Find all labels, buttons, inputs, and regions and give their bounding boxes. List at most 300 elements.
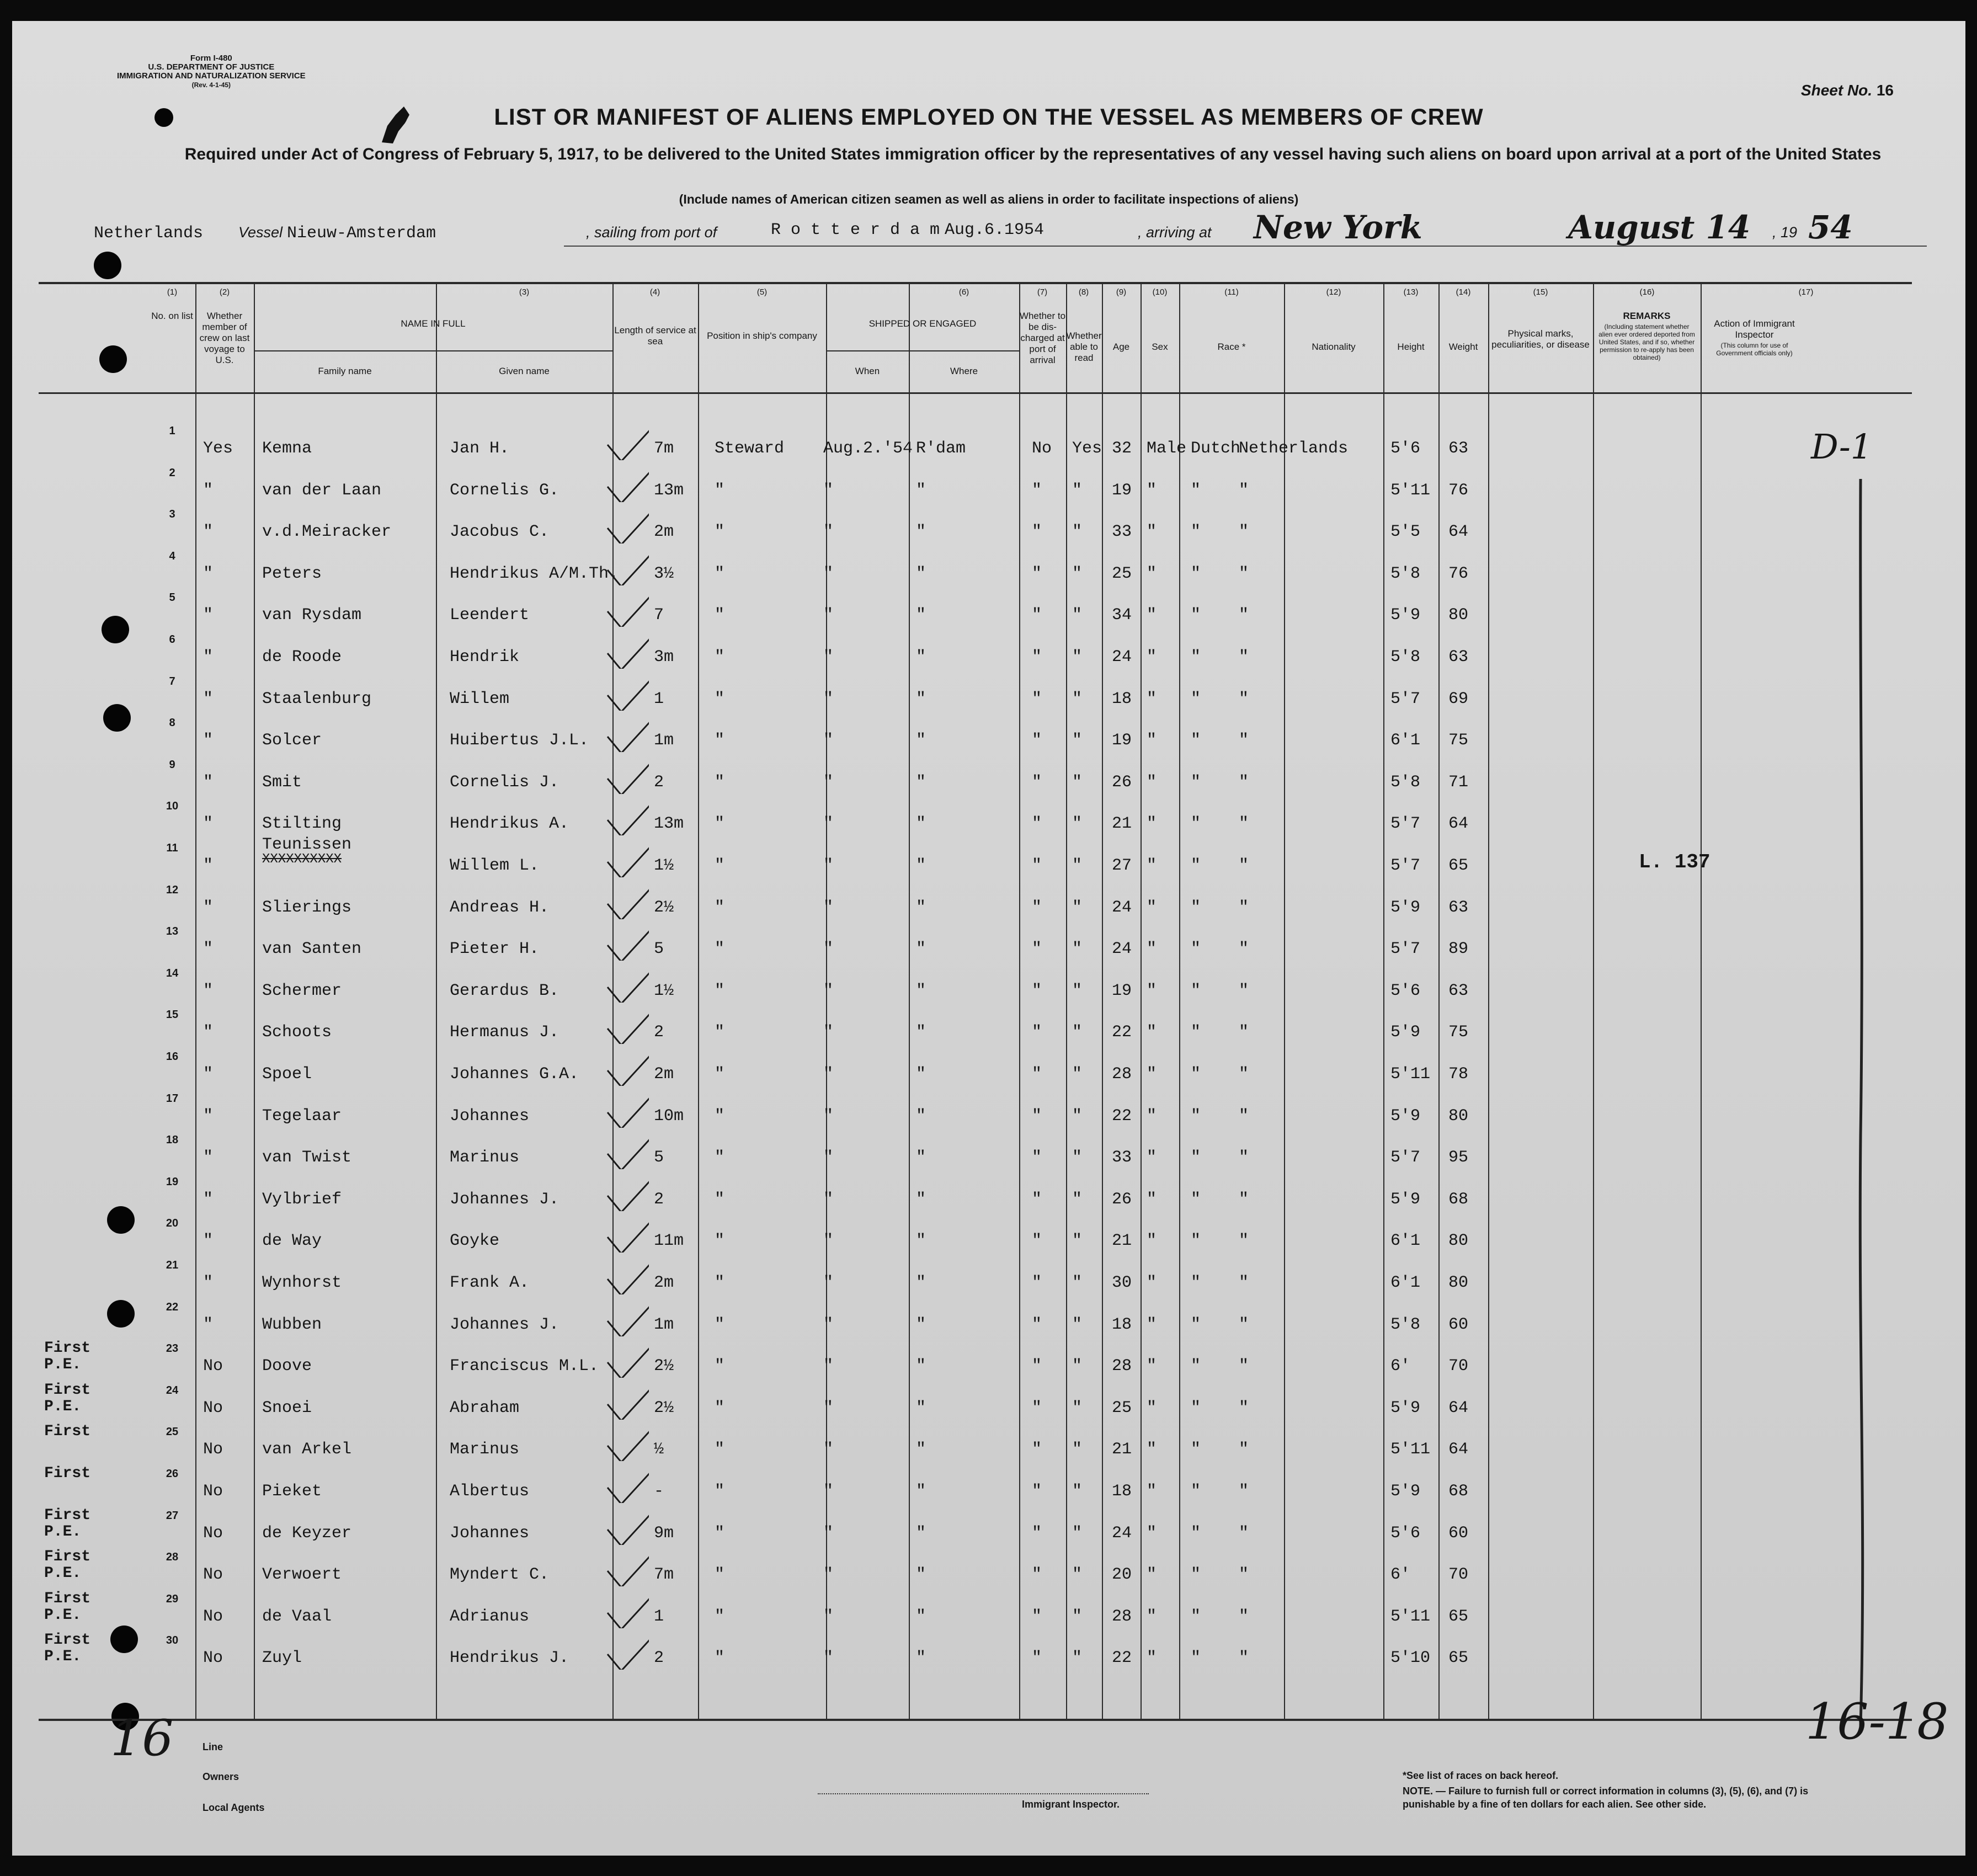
crew-prev-cell: " xyxy=(203,1232,214,1251)
crew-prev-cell: " xyxy=(203,606,214,625)
length-cell: 5 xyxy=(654,940,664,959)
when-cell: " xyxy=(823,1315,834,1334)
sex-cell: " xyxy=(1147,1607,1157,1626)
header-race: Race * xyxy=(1217,342,1246,352)
footer-agents-label: Local Agents xyxy=(203,1802,265,1813)
where-cell: " xyxy=(916,1315,926,1334)
row-number: 5 xyxy=(169,591,175,604)
height-cell: 6' xyxy=(1390,1565,1411,1585)
where-cell: " xyxy=(916,1649,926,1668)
check-mark-icon xyxy=(605,1053,649,1086)
row-number: 20 xyxy=(166,1217,179,1230)
nationality-cell: " xyxy=(1239,523,1249,542)
footer-races-note: *See list of races on back hereof. xyxy=(1403,1770,1559,1781)
race-cell: " xyxy=(1191,648,1201,667)
row-number: 4 xyxy=(169,550,175,562)
read-cell: " xyxy=(1072,856,1083,875)
column-rule xyxy=(698,282,699,1720)
length-cell: 2 xyxy=(654,1190,664,1209)
read-cell: " xyxy=(1072,1565,1083,1585)
weight-cell: 76 xyxy=(1448,564,1469,583)
read-cell: " xyxy=(1072,1440,1083,1459)
position-cell: " xyxy=(715,1065,725,1084)
crew-prev-cell: " xyxy=(203,1065,214,1084)
shipped-subhead-rule xyxy=(826,350,1019,351)
race-cell: " xyxy=(1191,731,1201,750)
column-rule xyxy=(1066,282,1067,1720)
height-cell: 5'6 xyxy=(1390,1523,1421,1543)
check-mark-icon xyxy=(605,1428,649,1461)
position-cell: " xyxy=(715,1649,725,1668)
family-name-cell: de Vaal xyxy=(262,1607,332,1626)
when-cell: " xyxy=(823,814,834,834)
header-action-note: (This column for use of Government officials only) xyxy=(1716,342,1793,357)
nationality-cell: " xyxy=(1239,564,1249,583)
header-family: Family name xyxy=(318,366,372,376)
when-cell: " xyxy=(823,564,834,583)
length-cell: 13m xyxy=(654,814,684,834)
column-rule xyxy=(1438,282,1440,1720)
given-name-cell: Albertus xyxy=(450,1482,530,1501)
year-prefix: , 19 xyxy=(1772,224,1798,241)
where-cell: " xyxy=(916,940,926,959)
weight-cell: 75 xyxy=(1448,731,1469,750)
column-rule xyxy=(436,282,437,1720)
discharged-cell: " xyxy=(1032,1190,1042,1209)
discharged-cell: " xyxy=(1032,1315,1042,1334)
height-cell: 6'1 xyxy=(1390,731,1421,750)
column-rule xyxy=(254,282,255,1720)
sex-cell: " xyxy=(1147,814,1157,834)
row-number: 11 xyxy=(166,842,178,854)
column-number: (13) xyxy=(1403,287,1419,297)
height-cell: 5'9 xyxy=(1390,898,1421,917)
punch-hole xyxy=(94,252,121,279)
discharged-cell: " xyxy=(1032,564,1042,583)
manifest-page xyxy=(12,21,1965,1856)
read-cell: " xyxy=(1072,481,1083,500)
revision: (Rev. 4-1-45) xyxy=(191,81,231,89)
margin-note: First xyxy=(44,1423,91,1441)
where-cell: " xyxy=(916,898,926,917)
when-cell: " xyxy=(823,1232,834,1251)
row-number: 19 xyxy=(166,1175,179,1188)
given-name-cell: Willem xyxy=(450,689,510,708)
nationality-cell: " xyxy=(1239,689,1249,708)
discharged-cell: " xyxy=(1032,1523,1042,1543)
family-name-cell: Stilting xyxy=(262,814,342,834)
row-number: 29 xyxy=(166,1592,179,1605)
age-cell: 21 xyxy=(1112,1440,1132,1459)
column-rule xyxy=(1593,282,1594,1720)
length-cell: 11m xyxy=(654,1232,684,1251)
check-mark-icon xyxy=(605,1178,649,1211)
sex-cell: " xyxy=(1147,981,1157,1000)
row-number: 24 xyxy=(166,1384,179,1397)
age-cell: 24 xyxy=(1112,1523,1132,1543)
height-cell: 5'5 xyxy=(1390,523,1421,542)
discharged-cell: " xyxy=(1032,689,1042,708)
given-name-cell: Jan H. xyxy=(450,439,510,458)
sex-cell: " xyxy=(1147,1482,1157,1501)
given-name-cell: Hendrikus A. xyxy=(450,814,569,834)
race-cell: " xyxy=(1191,1190,1201,1209)
nationality-cell: " xyxy=(1239,731,1249,750)
crew-table xyxy=(44,282,1912,1723)
row-number: 27 xyxy=(166,1509,179,1522)
sex-cell: " xyxy=(1147,481,1157,500)
sex-cell: " xyxy=(1147,564,1157,583)
weight-cell: 64 xyxy=(1448,1440,1469,1459)
family-name-cell: Wubben xyxy=(262,1315,322,1334)
height-cell: 5'11 xyxy=(1390,481,1431,500)
when-cell: " xyxy=(823,898,834,917)
column-number: (17) xyxy=(1798,287,1814,297)
age-cell: 26 xyxy=(1112,1190,1132,1209)
when-cell: " xyxy=(823,940,834,959)
given-name-cell: Gerardus B. xyxy=(450,981,559,1000)
position-cell: " xyxy=(715,1315,725,1334)
race-cell: " xyxy=(1191,1523,1201,1543)
read-cell: " xyxy=(1072,523,1083,542)
where-cell: " xyxy=(916,1106,926,1126)
discharged-cell: " xyxy=(1032,1273,1042,1292)
when-cell: " xyxy=(823,856,834,875)
punch-hole xyxy=(103,704,131,732)
length-cell: 1m xyxy=(654,1315,674,1334)
check-mark-icon xyxy=(605,594,649,627)
age-cell: 24 xyxy=(1112,648,1132,667)
crew-prev-cell: " xyxy=(203,523,214,542)
where-cell: " xyxy=(916,1190,926,1209)
family-name-cell: Smit xyxy=(262,772,302,792)
nationality-cell: " xyxy=(1239,1523,1249,1543)
check-mark-icon xyxy=(605,1261,649,1294)
check-mark-icon xyxy=(605,1512,649,1545)
weight-cell: 60 xyxy=(1448,1523,1469,1543)
crew-prev-cell: " xyxy=(203,856,214,875)
column-number: (14) xyxy=(1456,287,1471,297)
when-cell: " xyxy=(823,1357,834,1376)
check-mark-icon xyxy=(605,678,649,711)
sex-cell: " xyxy=(1147,1398,1157,1417)
column-number: (9) xyxy=(1116,287,1127,297)
footer-inspector-label: Immigrant Inspector. xyxy=(1022,1799,1120,1810)
column-number: (8) xyxy=(1078,287,1089,297)
read-cell: Yes xyxy=(1072,439,1102,458)
header-crew-prev: Whether member of crew on last voyage to U.S. xyxy=(199,311,250,365)
weight-cell: 71 xyxy=(1448,772,1469,792)
row-number: 1 xyxy=(169,425,175,437)
height-cell: 5'8 xyxy=(1390,648,1421,667)
age-cell: 27 xyxy=(1112,856,1132,875)
given-name-cell: Pieter H. xyxy=(450,940,540,959)
where-cell: " xyxy=(916,648,926,667)
row-number: 7 xyxy=(169,675,175,687)
read-cell: " xyxy=(1072,1357,1083,1376)
row-number: 23 xyxy=(166,1342,179,1355)
race-cell: " xyxy=(1191,1232,1201,1251)
header-where: Where xyxy=(950,366,978,376)
height-cell: 5'7 xyxy=(1390,1148,1421,1168)
column-number: (11) xyxy=(1224,287,1239,297)
where-cell: " xyxy=(916,564,926,583)
weight-cell: 89 xyxy=(1448,940,1469,959)
punch-hole xyxy=(107,1206,135,1234)
header-height: Height xyxy=(1397,342,1425,352)
margin-note: First P.E. xyxy=(44,1340,91,1374)
page-subnote: (Include names of American citizen seamen as well as aliens in order to facilitate inspections of aliens) xyxy=(679,192,1299,206)
row-number: 3 xyxy=(169,508,175,521)
height-cell: 5'7 xyxy=(1390,814,1421,834)
weight-cell: 64 xyxy=(1448,1398,1469,1417)
crew-prev-cell: Yes xyxy=(203,439,233,458)
position-cell: " xyxy=(715,772,725,792)
row-number: 6 xyxy=(169,633,175,646)
discharged-cell: " xyxy=(1032,1607,1042,1626)
nationality-cell: " xyxy=(1239,856,1249,875)
position-cell: " xyxy=(715,981,725,1000)
column-rule xyxy=(1701,282,1702,1720)
given-name-cell: Adrianus xyxy=(450,1607,530,1626)
length-cell: 2 xyxy=(654,772,664,792)
nationality-cell: " xyxy=(1239,1440,1249,1459)
check-mark-icon xyxy=(605,1219,649,1253)
check-mark-icon xyxy=(605,469,649,502)
given-name-cell: Myndert C. xyxy=(450,1565,550,1585)
header-remarks-note: (Including statement whether alien ever ordered deported from United States, and if so, whether permission to re-apply has been obtained) xyxy=(1598,323,1695,361)
position-cell: " xyxy=(715,689,725,708)
family-name-cell: Slierings xyxy=(262,898,352,917)
when-cell: " xyxy=(823,1023,834,1042)
where-cell: R'dam xyxy=(916,439,966,458)
length-cell: 2½ xyxy=(654,1398,674,1417)
when-cell: " xyxy=(823,481,834,500)
family-name-cell: van Twist xyxy=(262,1148,352,1168)
weight-cell: 75 xyxy=(1448,1023,1469,1042)
discharged-cell: " xyxy=(1032,940,1042,959)
height-cell: 5'9 xyxy=(1390,606,1421,625)
row-number: 25 xyxy=(166,1426,179,1438)
height-cell: 5'7 xyxy=(1390,940,1421,959)
age-cell: 21 xyxy=(1112,814,1132,834)
read-cell: " xyxy=(1072,1023,1083,1042)
age-cell: 30 xyxy=(1112,1273,1132,1292)
sex-cell: " xyxy=(1147,648,1157,667)
where-cell: " xyxy=(916,606,926,625)
family-name-cell: de Roode xyxy=(262,648,342,667)
where-cell: " xyxy=(916,481,926,500)
age-cell: 19 xyxy=(1112,981,1132,1000)
column-rule xyxy=(1141,282,1142,1720)
crew-prev-cell: No xyxy=(203,1357,223,1376)
read-cell: " xyxy=(1072,606,1083,625)
length-cell: 2½ xyxy=(654,898,674,917)
nationality-cell: " xyxy=(1239,1607,1249,1626)
nationality-cell: " xyxy=(1239,1023,1249,1042)
column-rule xyxy=(1019,282,1020,1720)
family-name-cell: Pieket xyxy=(262,1482,322,1501)
nationality-cell: " xyxy=(1239,772,1249,792)
weight-cell: 95 xyxy=(1448,1148,1469,1168)
header-sex: Sex xyxy=(1152,342,1168,352)
height-cell: 5'9 xyxy=(1390,1190,1421,1209)
length-cell: 1m xyxy=(654,731,674,750)
column-number: (3) xyxy=(519,287,530,297)
read-cell: " xyxy=(1072,772,1083,792)
weight-cell: 68 xyxy=(1448,1190,1469,1209)
where-cell: " xyxy=(916,1565,926,1585)
nationality-cell: " xyxy=(1239,1232,1249,1251)
race-cell: " xyxy=(1191,564,1201,583)
height-cell: 5'8 xyxy=(1390,772,1421,792)
where-cell: " xyxy=(916,856,926,875)
given-name-cell: Goyke xyxy=(450,1232,500,1251)
check-mark-icon xyxy=(605,1553,649,1586)
check-mark-icon xyxy=(605,1637,649,1670)
when-cell: " xyxy=(823,981,834,1000)
when-cell: " xyxy=(823,1190,834,1209)
weight-cell: 80 xyxy=(1448,1232,1469,1251)
race-cell: " xyxy=(1191,1398,1201,1417)
header-nationality: Nationality xyxy=(1312,342,1356,352)
arriving-port: New York xyxy=(1254,209,1422,246)
race-cell: " xyxy=(1191,981,1201,1000)
family-name-cell: Zuyl xyxy=(262,1649,302,1668)
weight-cell: 70 xyxy=(1448,1357,1469,1376)
read-cell: " xyxy=(1072,1106,1083,1126)
column-rule xyxy=(195,282,196,1720)
crew-prev-cell: " xyxy=(203,1315,214,1334)
height-cell: 5'11 xyxy=(1390,1065,1431,1084)
length-cell: 2m xyxy=(654,523,674,542)
where-cell: " xyxy=(916,731,926,750)
read-cell: " xyxy=(1072,648,1083,667)
age-cell: 26 xyxy=(1112,772,1132,792)
given-name-cell: Johannes xyxy=(450,1523,530,1543)
height-cell: 5'7 xyxy=(1390,856,1421,875)
footer-line-label: Line xyxy=(203,1741,223,1752)
weight-cell: 78 xyxy=(1448,1065,1469,1084)
where-cell: " xyxy=(916,523,926,542)
when-cell: " xyxy=(823,1148,834,1168)
inspector-bracket-line xyxy=(1844,473,1877,1731)
read-cell: " xyxy=(1072,981,1083,1000)
nationality-cell: " xyxy=(1239,1106,1249,1126)
age-cell: 22 xyxy=(1112,1106,1132,1126)
discharged-cell: " xyxy=(1032,1440,1042,1459)
sex-cell: " xyxy=(1147,1565,1157,1585)
check-mark-icon xyxy=(605,1095,649,1128)
check-mark-icon xyxy=(605,1470,649,1503)
height-cell: 6' xyxy=(1390,1357,1411,1376)
column-rule xyxy=(909,282,910,1720)
read-cell: " xyxy=(1072,814,1083,834)
sex-cell: Male xyxy=(1147,439,1187,458)
height-cell: 5'9 xyxy=(1390,1398,1421,1417)
discharged-cell: " xyxy=(1032,1649,1042,1668)
discharged-cell: " xyxy=(1032,1232,1042,1251)
sex-cell: " xyxy=(1147,1148,1157,1168)
sex-cell: " xyxy=(1147,689,1157,708)
given-name-cell: Willem L. xyxy=(450,856,540,875)
header-length: Length of service at sea xyxy=(614,325,696,347)
crew-prev-cell: " xyxy=(203,940,214,959)
sex-cell: " xyxy=(1147,1315,1157,1334)
family-name-cell: de Way xyxy=(262,1232,322,1251)
nationality-cell: " xyxy=(1239,648,1249,667)
length-cell: - xyxy=(654,1482,664,1501)
position-cell: " xyxy=(715,856,725,875)
position-cell: " xyxy=(715,1148,725,1168)
family-name-cell: v.d.Meiracker xyxy=(262,523,392,542)
when-cell: " xyxy=(823,1607,834,1626)
read-cell: " xyxy=(1072,1398,1083,1417)
height-cell: 5'10 xyxy=(1390,1649,1431,1668)
arriving-label: , arriving at xyxy=(1138,224,1212,241)
crew-prev-cell: No xyxy=(203,1482,223,1501)
header-remarks: REMARKS xyxy=(1623,311,1671,321)
table-bottom-rule xyxy=(39,1719,1912,1721)
sex-cell: " xyxy=(1147,1357,1157,1376)
check-mark-icon xyxy=(605,636,649,669)
margin-note: First P.E. xyxy=(44,1548,91,1582)
crew-prev-cell: No xyxy=(203,1440,223,1459)
age-cell: 34 xyxy=(1112,606,1132,625)
given-name-cell: Cornelis G. xyxy=(450,481,559,500)
family-name-cell: Snoei xyxy=(262,1398,312,1417)
length-cell: ½ xyxy=(654,1440,664,1459)
where-cell: " xyxy=(916,981,926,1000)
family-name-cell: Doove xyxy=(262,1357,312,1376)
check-mark-icon xyxy=(605,1595,649,1628)
given-name-cell: Marinus xyxy=(450,1440,520,1459)
sex-cell: " xyxy=(1147,856,1157,875)
discharged-cell: " xyxy=(1032,1357,1042,1376)
where-cell: " xyxy=(916,772,926,792)
nationality-cell: " xyxy=(1239,1398,1249,1417)
weight-cell: 80 xyxy=(1448,1106,1469,1126)
read-cell: " xyxy=(1072,940,1083,959)
page-number-left: 16 xyxy=(110,1709,174,1767)
race-cell: " xyxy=(1191,772,1201,792)
header-name-group: NAME IN FULL xyxy=(401,318,466,329)
family-name-struck: XXXXXXXXXX xyxy=(262,852,342,867)
crew-prev-cell: " xyxy=(203,481,214,500)
check-mark-icon xyxy=(605,1011,649,1044)
read-cell: " xyxy=(1072,1065,1083,1084)
height-cell: 5'9 xyxy=(1390,1482,1421,1501)
race-cell: " xyxy=(1191,856,1201,875)
length-cell: 1½ xyxy=(654,856,674,875)
margin-note: First P.E. xyxy=(44,1381,91,1415)
given-name-cell: Leendert xyxy=(450,606,530,625)
length-cell: 9m xyxy=(654,1523,674,1543)
service: IMMIGRATION AND NATURALIZATION SERVICE xyxy=(117,71,306,81)
position-cell: " xyxy=(715,1190,725,1209)
discharged-cell: " xyxy=(1032,1482,1042,1501)
column-number: (12) xyxy=(1326,287,1341,297)
form-identifier xyxy=(117,54,306,89)
position-cell: " xyxy=(715,1440,725,1459)
nationality-cell: " xyxy=(1239,1065,1249,1084)
crew-prev-cell: No xyxy=(203,1523,223,1543)
row-number: 21 xyxy=(166,1259,179,1271)
discharged-cell: " xyxy=(1032,1023,1042,1042)
row-number: 8 xyxy=(169,717,175,729)
given-name-cell: Andreas H. xyxy=(450,898,550,917)
row-number: 18 xyxy=(166,1134,179,1147)
